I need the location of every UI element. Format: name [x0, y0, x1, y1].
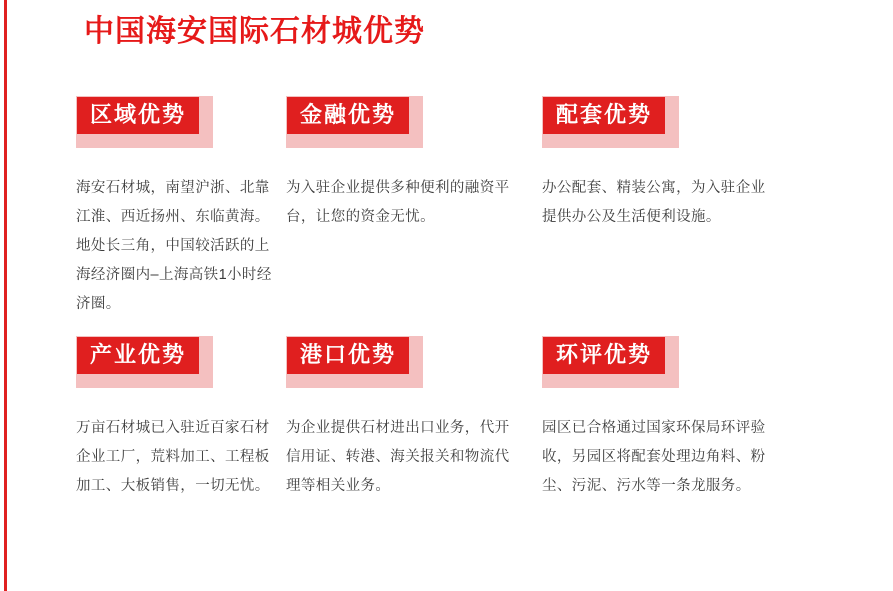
advantage-card-financial — [278, 96, 542, 232]
advantage-description: 为入驻企业提供多种便利的融资平台，让您的资金无忧。 — [286, 180, 510, 226]
advantage-description: 万亩石材城已入驻近百家石材企业工厂，荒料加工、工程板加工、大板销售，一切无忧。 — [76, 420, 270, 495]
advantage-description: 为企业提供石材进出口业务，代开信用证、转港、海关报关和物流代理等相关业务。 — [286, 420, 510, 495]
advantage-title: 配套优势 — [543, 97, 665, 134]
badge-shadow — [542, 336, 679, 388]
advantages-row-top — [0, 96, 893, 330]
advantage-card-port — [278, 336, 542, 501]
advantage-description: 园区已合格通过国家环保局环评验收，另园区将配套处理边角料、粉尘、污泥、污水等一条龙服务。 — [542, 420, 766, 495]
advantage-card-industry — [0, 336, 278, 501]
advantage-description: 办公配套、精装公寓，为入驻企业提供办公及生活便利设施。 — [542, 180, 766, 226]
badge-shadow — [542, 96, 679, 148]
advantage-title: 区域优势 — [77, 97, 199, 134]
advantage-title: 环评优势 — [543, 337, 665, 374]
advantage-title: 港口优势 — [287, 337, 409, 374]
badge-shadow — [286, 96, 423, 148]
advantage-card-regional — [0, 96, 278, 319]
advantage-description: 海安石材城，南望沪浙、北靠江淮、西近扬州、东临黄海。地处长三角，中国较活跃的上海经济圈内–上海高铁1小时经济圈。 — [76, 180, 272, 313]
badge-wrap — [286, 336, 542, 388]
advantage-title: 产业优势 — [77, 337, 199, 374]
badge-shadow — [76, 336, 213, 388]
badge-shadow — [286, 336, 423, 388]
badge-wrap — [286, 96, 542, 148]
badge-wrap — [542, 96, 893, 148]
badge-wrap — [542, 336, 893, 388]
advantages-grid — [0, 96, 893, 501]
advantages-row-bottom — [0, 336, 893, 501]
badge-shadow — [76, 96, 213, 148]
advantage-card-environment — [542, 336, 893, 501]
advantage-card-facilities — [542, 96, 893, 232]
badge-wrap — [76, 96, 278, 148]
advantage-title: 金融优势 — [287, 97, 409, 134]
badge-wrap — [76, 336, 278, 388]
page-title: 中国海安国际石材城优势 — [84, 15, 425, 48]
